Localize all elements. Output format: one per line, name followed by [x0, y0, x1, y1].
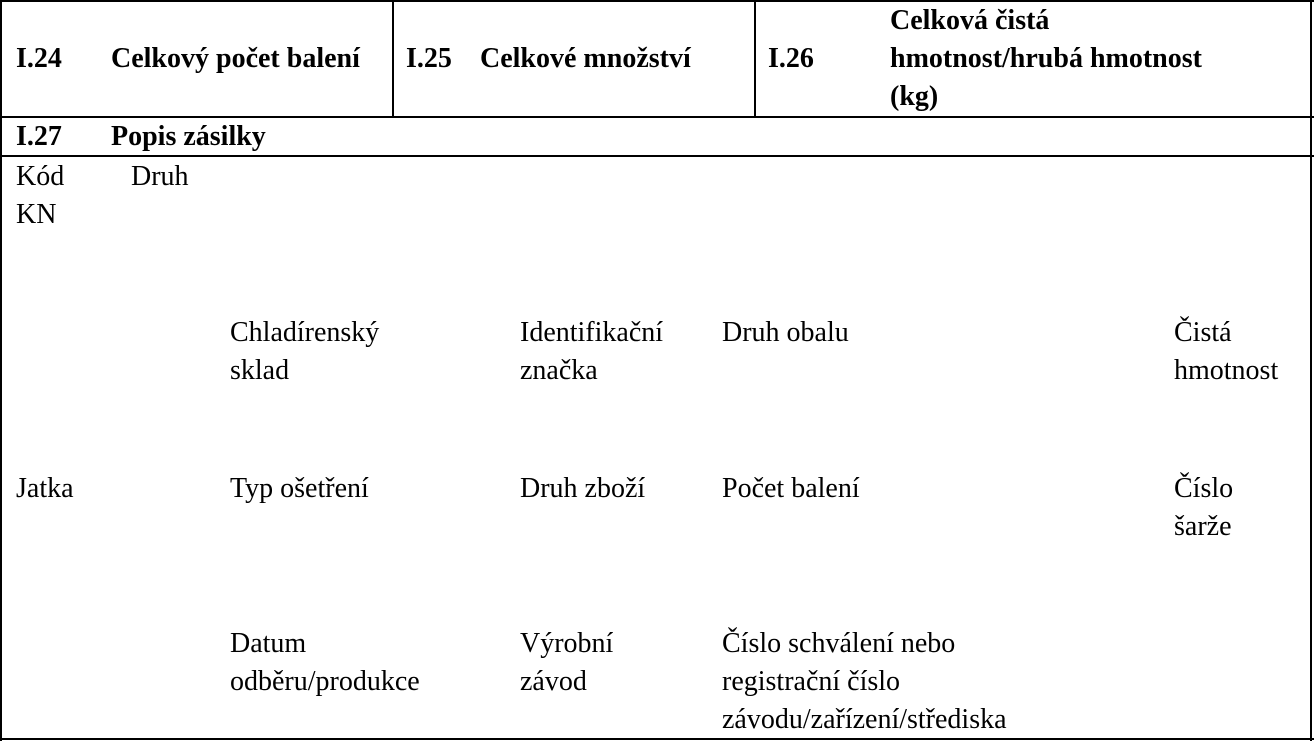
- cislo-schvaleni-label-line3: závodu/zařízení/střediska: [722, 704, 1007, 735]
- divider-i25-i26: [754, 0, 756, 117]
- cislo-sarze-label-line1: Číslo: [1174, 473, 1234, 504]
- i27-number: I.27: [16, 121, 62, 152]
- cista-hmotnost-label-line1: Čistá: [1174, 317, 1232, 348]
- top-border: [0, 0, 1314, 2]
- divider-i24-i25: [392, 0, 394, 117]
- jatka-label: Jatka: [16, 473, 74, 504]
- i24-label: Celkový počet balení: [111, 43, 360, 74]
- identifikacni-znacka-label-line2: značka: [520, 355, 598, 386]
- cista-hmotnost-label-line2: hmotnost: [1174, 355, 1279, 386]
- i26-label-line2: hmotnost/hrubá hmotnost: [890, 43, 1202, 74]
- i26-label-line3: (kg): [890, 81, 939, 112]
- i26-label-line1: Celková čistá: [890, 5, 1050, 36]
- identifikacni-znacka-label-line1: Identifikační: [520, 317, 664, 348]
- cislo-schvaleni-label-line2: registrační číslo: [722, 666, 901, 697]
- datum-odberu-label-line2: odběru/produkce: [230, 666, 420, 697]
- typ-osetreni-label: Typ ošetření: [230, 473, 369, 504]
- i24-number: I.24: [16, 43, 62, 74]
- cislo-sarze-label-line2: šarže: [1174, 511, 1232, 542]
- right-border: [1310, 0, 1312, 741]
- druh-zbozi-label: Druh zboží: [520, 473, 646, 504]
- chladirensky-sklad-label-line2: sklad: [230, 355, 290, 386]
- datum-odberu-label-line1: Datum: [230, 628, 307, 659]
- i26-number: I.26: [768, 43, 814, 74]
- chladirensky-sklad-label-line1: Chladírenský: [230, 317, 380, 348]
- bottom-border: [0, 738, 1314, 740]
- druh-label: Druh: [131, 161, 189, 192]
- vyrobni-zavod-label-line2: závod: [520, 666, 587, 697]
- kod-kn-label-line1: Kód: [16, 161, 65, 192]
- left-border: [0, 0, 2, 741]
- cislo-schvaleni-label-line1: Číslo schválení nebo: [722, 628, 956, 659]
- kod-kn-label-line2: KN: [16, 199, 57, 230]
- i27-label: Popis zásilky: [111, 121, 266, 152]
- pocet-baleni-label: Počet balení: [722, 473, 860, 504]
- vyrobni-zavod-label-line1: Výrobní: [520, 628, 614, 659]
- i25-number: I.25: [406, 43, 452, 74]
- druh-obalu-label: Druh obalu: [722, 317, 849, 348]
- i25-label: Celkové množství: [480, 43, 691, 74]
